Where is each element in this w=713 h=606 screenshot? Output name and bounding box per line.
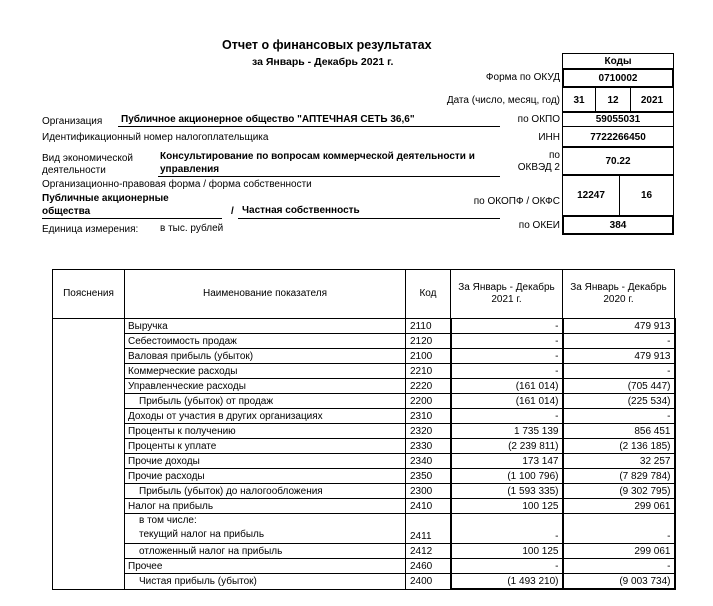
row-name: Проценты к уплате — [125, 439, 406, 454]
ownership-value: Частная собственность — [242, 205, 360, 216]
row-code: 2350 — [406, 469, 451, 484]
row-name: отложенный налог на прибыль — [125, 544, 406, 559]
row-value-2021: - — [451, 514, 563, 544]
row-name: Валовая прибыль (убыток) — [125, 349, 406, 364]
row-name: Проценты к получению — [125, 424, 406, 439]
okved-value: 70.22 — [563, 147, 674, 176]
col-2021-header: За Январь - Декабрь 2021 г. — [451, 270, 563, 319]
row-code: 2220 — [406, 379, 451, 394]
row-name: Прочее — [125, 559, 406, 574]
row-code: 2400 — [406, 574, 451, 590]
table-row — [53, 574, 675, 590]
row-name: Налог на прибыль — [125, 499, 406, 514]
okei-value: 384 — [563, 216, 673, 234]
okopf-label: по ОКОПФ / ОКФС — [473, 196, 560, 207]
row-name-intro: в том числе: — [139, 515, 197, 526]
table-row — [53, 559, 675, 574]
activity-label-2: деятельности — [42, 165, 106, 176]
date-year: 2021 — [631, 88, 674, 113]
table-row — [53, 334, 675, 349]
row-value-2021: - — [451, 349, 563, 364]
table-row — [53, 439, 675, 454]
row-code: 2300 — [406, 484, 451, 499]
table-row — [53, 349, 675, 364]
table-row — [53, 319, 675, 334]
row-value-2021: (161 014) — [451, 394, 563, 409]
date-month: 12 — [596, 88, 631, 113]
row-value-2020: - — [563, 409, 675, 424]
row-value-2020: (7 829 784) — [563, 469, 675, 484]
row-code: 2310 — [406, 409, 451, 424]
row-value-2021: (1 593 335) — [451, 484, 563, 499]
org-label: Организация — [42, 116, 103, 127]
row-name: Прочие доходы — [125, 454, 406, 469]
row-code: 2120 — [406, 334, 451, 349]
financial-results-table — [52, 269, 676, 590]
row-value-2021: (2 239 811) — [451, 439, 563, 454]
activity-label-1: Вид экономической — [42, 153, 133, 164]
row-name: Доходы от участия в других организациях — [125, 409, 406, 424]
row-name: Коммерческие расходы — [125, 364, 406, 379]
row-name: Управленческие расходы — [125, 379, 406, 394]
legal-form-2: общества — [42, 206, 91, 217]
okopf-box — [562, 174, 674, 216]
report-title: Отчет о финансовых результатах — [222, 38, 432, 52]
row-name: Прочие расходы — [125, 469, 406, 484]
table-row — [53, 394, 675, 409]
inn-box — [562, 126, 674, 148]
codes-header-table — [562, 53, 674, 69]
inn-value: 7722266450 — [563, 127, 674, 148]
row-value-2021: 100 125 — [451, 544, 563, 559]
legal-form-1: Публичные акционерные — [42, 193, 169, 204]
col-code-header: Код — [406, 270, 451, 319]
inn-text: Идентификационный номер налогоплательщика — [42, 132, 269, 143]
row-value-2020: 856 451 — [563, 424, 675, 439]
activity-value-2: управления — [160, 164, 220, 175]
unit-value: в тыс. рублей — [160, 223, 224, 234]
row-code: 2330 — [406, 439, 451, 454]
okfs-value: 16 — [620, 175, 674, 216]
table-row — [53, 424, 675, 439]
row-code: 2410 — [406, 499, 451, 514]
table-row — [53, 514, 675, 544]
legal-form-label: Организационно-правовая форма / форма собственности — [42, 179, 312, 190]
okud-value: 0710002 — [563, 69, 673, 87]
okved-label-2: ОКВЭД 2 — [517, 162, 560, 173]
row-value-2020: 32 257 — [563, 454, 675, 469]
row-value-2021: 100 125 — [451, 499, 563, 514]
row-code: 2412 — [406, 544, 451, 559]
row-value-2020: 299 061 — [563, 544, 675, 559]
okud-box — [562, 68, 674, 88]
row-value-2020: - — [563, 514, 675, 544]
row-name: Прибыль (убыток) от продаж — [125, 394, 406, 409]
okpo-label: по ОКПО — [517, 114, 560, 125]
row-code: 2460 — [406, 559, 451, 574]
col-2020-header: За Январь - Декабрь 2020 г. — [563, 270, 675, 319]
col-name-header: Наименование показателя — [125, 270, 406, 319]
okopf-value: 12247 — [563, 175, 620, 216]
date-box — [562, 87, 674, 113]
activity-value-1: Консультирование по вопросам коммерческой деятельности и — [160, 151, 475, 162]
table-row — [53, 469, 675, 484]
codes-label: Коды — [563, 54, 674, 69]
table-row — [53, 544, 675, 559]
okpo-value: 59055031 — [563, 112, 674, 127]
okud-label: Форма по ОКУД — [485, 72, 560, 83]
row-value-2020: (9 302 795) — [563, 484, 675, 499]
row-value-2021: - — [451, 364, 563, 379]
row-value-2020: 299 061 — [563, 499, 675, 514]
row-value-2021: 1 735 139 — [451, 424, 563, 439]
row-value-2020: 479 913 — [563, 319, 675, 334]
row-value-2021: - — [451, 319, 563, 334]
row-value-2021: 173 147 — [451, 454, 563, 469]
row-name-sub: текущий налог на прибыль — [139, 529, 265, 540]
org-name: Публичное акционерное общество "АПТЕЧНАЯ СЕТЬ 36,6" — [121, 114, 415, 125]
row-name: Прибыль (убыток) до налогообложения — [125, 484, 406, 499]
col-notes-header: Пояснения — [53, 270, 125, 319]
row-value-2020: (2 136 185) — [563, 439, 675, 454]
table-row — [53, 484, 675, 499]
row-value-2021: - — [451, 409, 563, 424]
row-value-2020: - — [563, 364, 675, 379]
okei-box — [562, 215, 674, 235]
table-row — [53, 364, 675, 379]
table-row — [53, 454, 675, 469]
row-code: 2100 — [406, 349, 451, 364]
row-code: 2110 — [406, 319, 451, 334]
row-name: Чистая прибыль (убыток) — [125, 574, 406, 590]
row-value-2021: (1 493 210) — [451, 574, 563, 590]
row-value-2021: - — [451, 334, 563, 349]
row-value-2020: (705 447) — [563, 379, 675, 394]
table-row — [53, 379, 675, 394]
okved-label-1: по — [549, 150, 560, 161]
row-value-2021: - — [451, 559, 563, 574]
row-name: Себестоимость продаж — [125, 334, 406, 349]
row-name: Выручка — [125, 319, 406, 334]
okpo-box — [562, 111, 674, 127]
row-value-2020: - — [563, 559, 675, 574]
table-row — [53, 499, 675, 514]
date-label: Дата (число, месяц, год) — [446, 95, 560, 106]
table-row — [53, 409, 675, 424]
row-code: 2320 — [406, 424, 451, 439]
unit-label: Единица измерения: — [42, 224, 139, 235]
ownership-separator: / — [231, 206, 234, 217]
row-value-2020: (9 003 734) — [563, 574, 675, 590]
date-day: 31 — [563, 88, 596, 113]
row-code: 2200 — [406, 394, 451, 409]
row-value-2021: (1 100 796) — [451, 469, 563, 484]
row-value-2020: (225 534) — [563, 394, 675, 409]
row-code: 2210 — [406, 364, 451, 379]
okved-box — [562, 146, 674, 176]
row-code: 2411 — [406, 514, 451, 544]
row-value-2020: - — [563, 334, 675, 349]
row-value-2021: (161 014) — [451, 379, 563, 394]
okei-label: по ОКЕИ — [518, 220, 560, 231]
inn-label: ИНН — [538, 132, 560, 143]
row-name — [125, 514, 406, 544]
row-value-2020: 479 913 — [563, 349, 675, 364]
row-code: 2340 — [406, 454, 451, 469]
notes-cell — [53, 319, 125, 590]
report-period: за Январь - Декабрь 2021 г. — [252, 56, 394, 68]
